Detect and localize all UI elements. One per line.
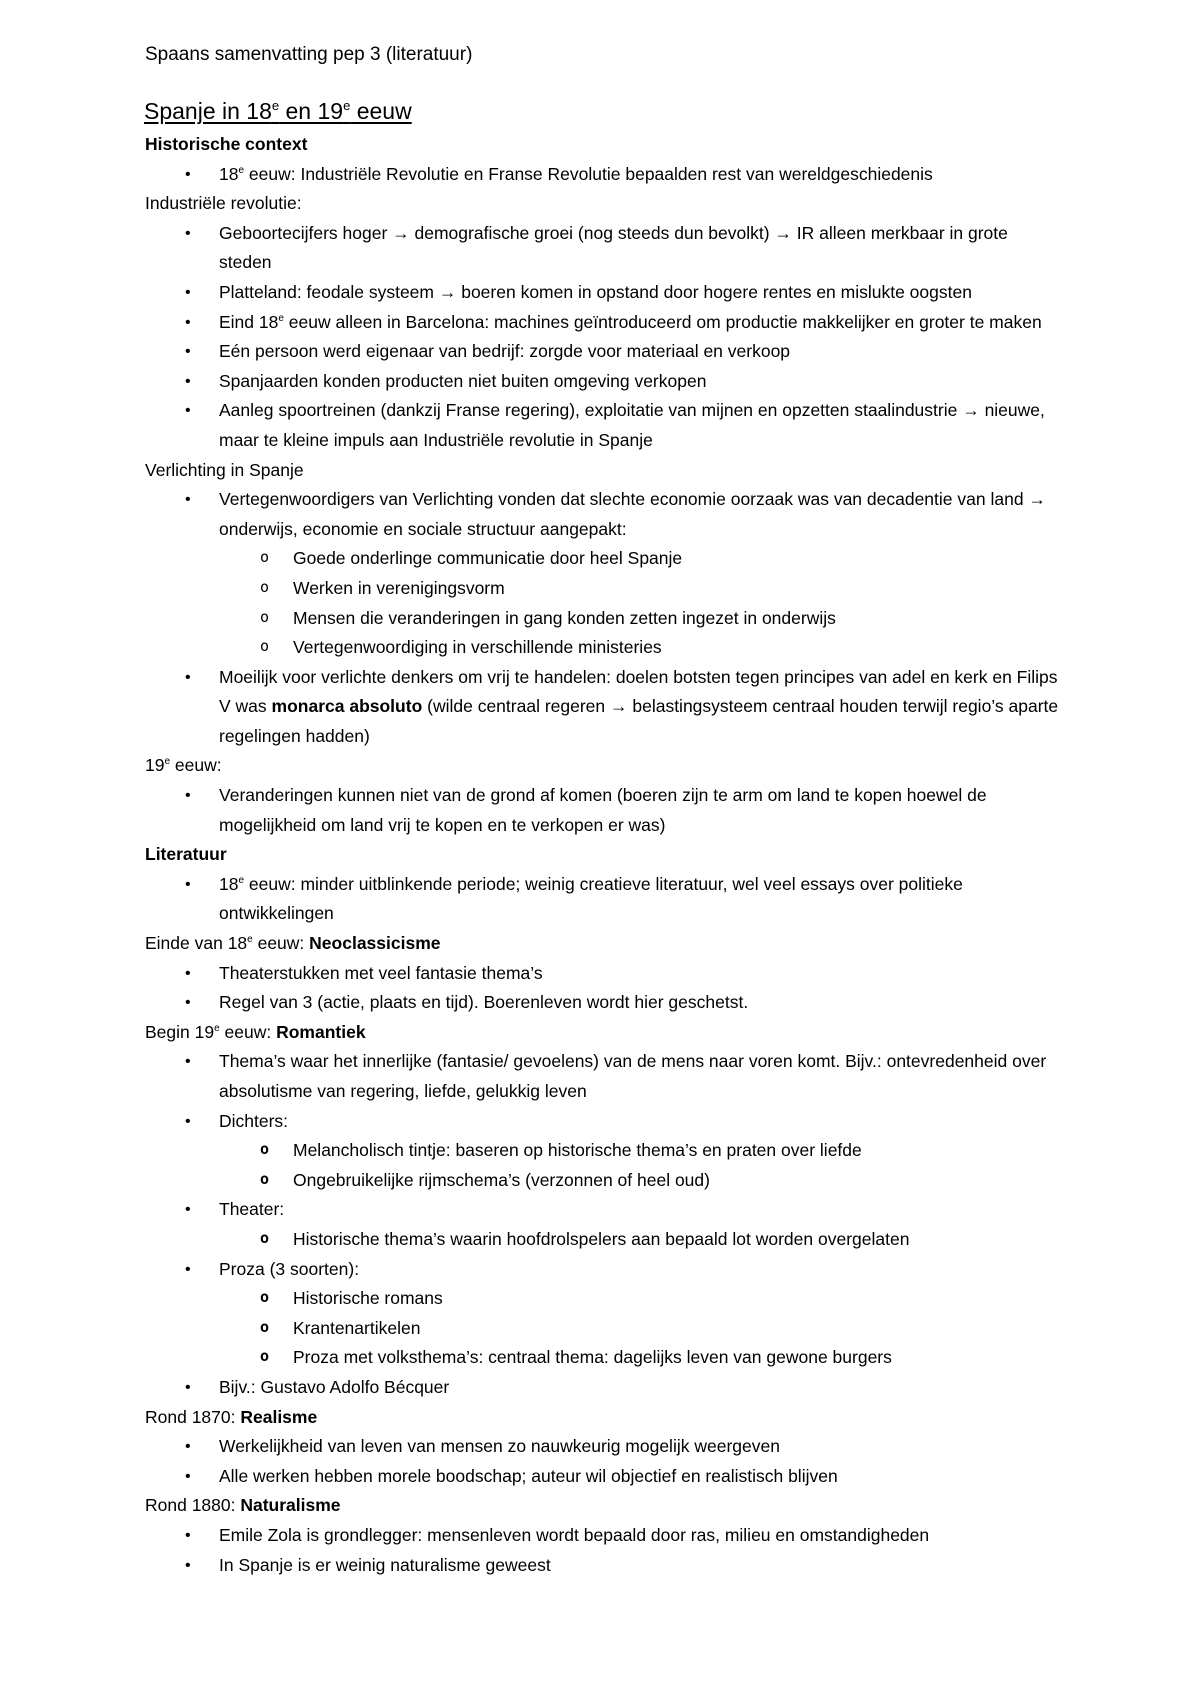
bullet-item [145, 781, 1065, 840]
bullet-text: Aanleg spoortreinen (dankzij Franse regering), exploitatie van mijnen en opzetten staalindustrie → nieuwe, maar te kleine impuls aan Industriële revolutie in Spanje [219, 400, 1045, 450]
bullet-item [145, 1373, 1065, 1403]
bullet-item [145, 1107, 1065, 1137]
bullet-icon: • [185, 964, 191, 982]
label-realisme [145, 1403, 1065, 1433]
sub-bullet-text: Goede onderlinge communicatie door heel Spanje [293, 548, 683, 569]
sub-bullet-text: Historische thema’s waarin hoofdrolspelers aan bepaald lot worden overgelaten [293, 1228, 910, 1249]
bullet-icon: • [185, 1260, 191, 1278]
sub-bullet-text: Ongebruikelijke rijmschema’s (verzonnen of heel oud) [293, 1169, 710, 1190]
bullet-item [145, 337, 1065, 367]
bullet-item [145, 367, 1065, 397]
bullet-item [145, 1462, 1065, 1492]
sub-bullet-icon: o [260, 1169, 270, 1188]
bullet-item [145, 1521, 1065, 1551]
bullet-item [145, 1255, 1065, 1285]
bullet-text: Dichters: [219, 1110, 289, 1131]
bullet-icon: • [185, 994, 191, 1012]
sub-bullet-text: Proza met volksthema’s: centraal thema: dagelijks leven van gewone burgers [293, 1347, 892, 1368]
document-title: Spaans samenvatting pep 3 (literatuur) [145, 44, 473, 65]
sub-bullet-text: Vertegenwoordiging in verschillende ministeries [293, 637, 662, 658]
subheading-literatuur: Literatuur [145, 844, 227, 865]
label-neoclassicisme [145, 929, 1065, 959]
bullet-text: Eén persoon werd eigenaar van bedrijf: zorgde voor materiaal en verkoop [219, 341, 791, 362]
label-verlichting: Verlichting in Spanje [145, 459, 304, 480]
bullet-text: Spanjaarden konden producten niet buiten omgeving verkopen [219, 370, 707, 391]
sub-bullet-icon: o [260, 1347, 270, 1366]
sub-bullet-icon: o [260, 1140, 270, 1159]
bullet-icon: • [185, 1556, 191, 1574]
text: 18 [219, 163, 239, 184]
heading-text: eeuw [350, 98, 412, 124]
sup: e [214, 1022, 220, 1034]
sub-bullet-item [145, 604, 1065, 634]
bullet-icon: • [185, 1438, 191, 1456]
bullet-item [145, 988, 1065, 1018]
sub-bullet-icon: o [260, 1317, 270, 1336]
text: Rond 1880: [145, 1495, 241, 1516]
bullet-item [145, 1432, 1065, 1462]
bullet-icon: • [185, 787, 191, 805]
bullet-icon: • [185, 668, 191, 686]
heading-text: Spanje in 18 [144, 98, 272, 124]
sup: e [247, 934, 253, 946]
bullet-icon: • [185, 875, 191, 893]
sub-bullet-text: Werken in verenigingsvorm [293, 577, 505, 598]
bullet-item [145, 308, 1065, 338]
text: (wilde centraal regeren → belastingsysteem centraal houden terwijl regio’s aparte regelingen hadden) [219, 696, 1059, 746]
bullet-icon: • [185, 491, 191, 509]
sup: e [238, 874, 245, 886]
heading-text: en 19 [279, 98, 344, 124]
text: eeuw: [252, 933, 310, 954]
bullet-icon: • [185, 1112, 191, 1130]
bold-term: Realisme [240, 1406, 318, 1427]
sub-bullet-icon: o [260, 548, 270, 567]
text: 19 [145, 755, 165, 776]
bullet-text: Vertegenwoordigers van Verlichting vonden dat slechte economie oorzaak was van decadentie van land → onderwijs, economie en sociale structuur aangepakt: [219, 489, 1046, 539]
bullet-icon: • [185, 343, 191, 361]
sub-bullet-item [145, 633, 1065, 663]
bullet-text: Theaterstukken met veel fantasie thema’s [219, 962, 543, 983]
label-industriele-revolutie: Industriële revolutie: [145, 193, 302, 214]
text: eeuw: [219, 1021, 277, 1042]
bullet-item [145, 219, 1065, 278]
bullet-item [145, 959, 1065, 989]
text: eeuw alleen in Barcelona: machines geïntroduceerd om productie makkelijker en groter te maken [283, 311, 1042, 332]
subheading-historische-context: Historische context [145, 134, 308, 154]
text: Moeilijk voor verlichte denkers om vrij te handelen: doelen botsten tegen principes van adel en kerk en Filips V was [219, 666, 1058, 717]
bullet-item [145, 278, 1065, 308]
sub-bullet-text: Mensen die veranderingen in gang konden zetten ingezet in onderwijs [293, 607, 836, 628]
text: Begin 19 [145, 1021, 215, 1042]
bold-term: monarca absoluto [271, 696, 423, 717]
bullet-icon: • [185, 165, 191, 183]
sub-bullet-item [145, 1343, 1065, 1373]
sub-bullet-icon: o [260, 1288, 270, 1307]
text: eeuw: minder uitblinkende periode; weinig creatieve literatuur, wel veel essays over politieke ontwikkelingen [219, 873, 963, 924]
bold-term: Neoclassicisme [309, 933, 441, 954]
bullet-icon: • [185, 1526, 191, 1544]
text: Rond 1870: [145, 1406, 241, 1427]
sub-bullet-text: Melancholisch tintje: baseren op historische thema’s en praten over liefde [293, 1140, 862, 1161]
sub-bullet-text: Krantenartikelen [293, 1317, 421, 1338]
heading-sup: e [271, 98, 280, 113]
bullet-icon: • [185, 1467, 191, 1485]
text: 18 [219, 873, 239, 894]
bullet-text: Bijv.: Gustavo Adolfo Bécquer [219, 1376, 450, 1397]
bullet-text: Alle werken hebben morele boodschap; auteur wil objectief en realistisch blijven [219, 1465, 838, 1486]
sub-bullet-item [145, 544, 1065, 574]
bullet-icon: • [185, 372, 191, 390]
bullet-item [145, 485, 1065, 544]
text: Eind 18 [219, 311, 279, 332]
text: eeuw: [170, 755, 222, 776]
bullet-item [145, 160, 1065, 190]
sup: e [278, 312, 284, 324]
sup: e [238, 164, 245, 176]
label-19e-eeuw [145, 751, 1065, 781]
sub-bullet-icon: o [260, 577, 270, 596]
bullet-icon: • [185, 1053, 191, 1071]
sup: e [164, 756, 171, 768]
bullet-icon: • [185, 1378, 191, 1396]
bullet-text: Platteland: feodale systeem → boeren komen in opstand door hogere rentes en mislukte oogsten [219, 281, 972, 302]
bold-term: Naturalisme [240, 1495, 341, 1516]
bullet-icon: • [185, 283, 191, 301]
bold-term: Romantiek [276, 1021, 366, 1042]
document-body [145, 130, 1065, 1580]
bullet-icon: • [185, 402, 191, 420]
label-naturalisme [145, 1491, 1065, 1521]
bullet-text: Veranderingen kunnen niet van de grond af komen (boeren zijn te arm om land te kopen hoewel de mogelijkheid om land vrij te kopen en te verkopen er was) [219, 785, 987, 835]
sub-bullet-icon: o [260, 637, 270, 656]
sub-bullet-item [145, 1314, 1065, 1344]
label-romantiek [145, 1018, 1065, 1048]
text: eeuw: Industriële Revolutie en Franse Revolutie bepaalden rest van wereldgeschiedenis [244, 163, 933, 184]
sub-bullet-item [145, 1166, 1065, 1196]
section-heading [144, 98, 412, 125]
sub-bullet-icon: o [260, 1228, 270, 1247]
text: Einde van 18 [145, 933, 248, 954]
bullet-text: Emile Zola is grondlegger: mensenleven wordt bepaald door ras, milieu en omstandigheden [219, 1524, 930, 1545]
bullet-icon: • [185, 224, 191, 242]
sub-bullet-text: Historische romans [293, 1288, 443, 1309]
bullet-item [145, 870, 1065, 929]
bullet-item [145, 396, 1065, 455]
bullet-text: In Spanje is er weinig naturalisme geweest [219, 1554, 551, 1575]
bullet-item [145, 1047, 1065, 1106]
bullet-text: Proza (3 soorten): [219, 1258, 360, 1279]
bullet-text: Geboortecijfers hoger → demografische groei (nog steeds dun bevolkt) → IR alleen merkbaar in grote steden [219, 222, 1008, 273]
bullet-icon: • [185, 1201, 191, 1219]
bullet-text: Werkelijkheid van leven van mensen zo nauwkeurig mogelijk weergeven [219, 1436, 780, 1457]
bullet-item [145, 1551, 1065, 1581]
bullet-item [145, 663, 1065, 752]
heading-sup: e [343, 98, 351, 113]
bullet-text: Regel van 3 (actie, plaats en tijd). Boerenleven wordt hier geschetst. [219, 992, 749, 1013]
bullet-text: Theater: [219, 1199, 285, 1220]
sub-bullet-item [145, 574, 1065, 604]
bullet-icon: • [185, 313, 191, 331]
sub-bullet-item [145, 1136, 1065, 1166]
sub-bullet-icon: o [260, 607, 270, 626]
bullet-item [145, 1195, 1065, 1225]
bullet-text: Thema’s waar het innerlijke (fantasie/ gevoelens) van de mens naar voren komt. Bijv.: ontevredenheid over absolutisme van regering, liefde, gelukkig leven [219, 1051, 1047, 1101]
sub-bullet-item [145, 1225, 1065, 1255]
sub-bullet-item [145, 1284, 1065, 1314]
